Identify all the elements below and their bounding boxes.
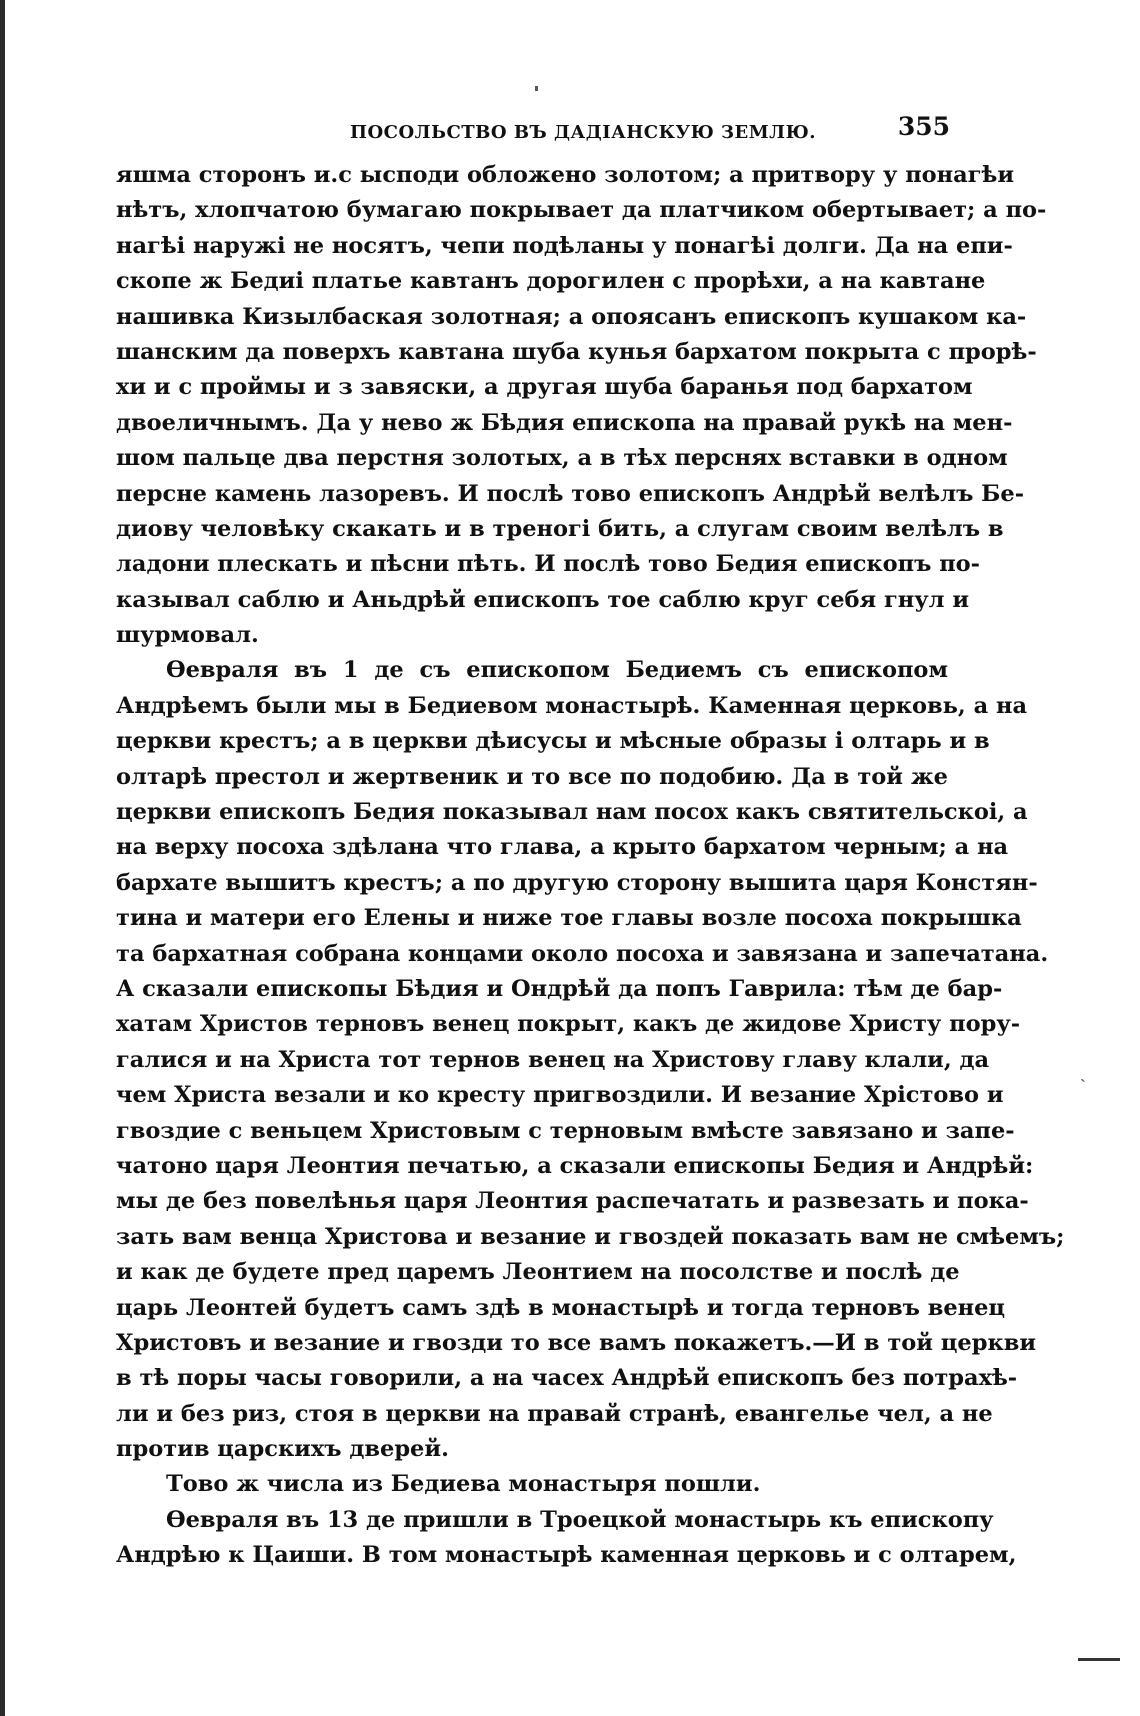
text-line: шом пальце два перстня золотых, а в тѣх перснях вставки в одном [116, 445, 1008, 472]
running-title: ПОСОЛЬСТВО ВЪ ДАДІАНСКУЮ ЗЕМЛЮ. [350, 122, 817, 143]
running-head [110, 112, 950, 148]
text-line: царь Леонтей будетъ самъ здѣ в монастырѣ и тогда терновъ венец [116, 1294, 1006, 1321]
text-line: зать вам венца Христова и везание и гвоздей показать вам не смѣемъ; [116, 1223, 1065, 1250]
paragraph-single-line: Тово ж числа из Бедиева монастыря пошли. [166, 1471, 761, 1498]
body-text [116, 158, 1065, 1574]
text-line: чатоно царя Леонтия печатью, а сказали епископы Бедия и Андрѣй: [116, 1152, 1034, 1179]
edge-mark [1078, 1658, 1120, 1661]
paragraph-end-line: шурмовал. [116, 622, 259, 649]
text-line: Андрѣемъ были мы в Бедиевом монастырѣ. Каменная церковь, а на [116, 692, 1028, 719]
print-dot [535, 86, 538, 91]
text-line: бархате вышитъ крестъ; а по другую сторону вышита царя Констян- [116, 869, 1038, 896]
text-line: диову человѣку скакать и в треногі бить, а слугам своим велѣлъ в [116, 515, 1004, 542]
margin-mark: ˏ [1080, 1062, 1086, 1083]
text-line: Андрѣю к Цаиши. В том монастырѣ каменная церковь и с олтарем, [116, 1542, 1017, 1569]
text-line: нашивка Кизылбаская золотная; а опоясанъ епископъ кушаком ка- [116, 303, 1027, 330]
paragraph-start-line: Ѳевраля въ 13 де пришли в Троецкой монастырь къ епископу [166, 1506, 994, 1533]
text-line: тина и матери его Елены и ниже тое главы возле посоха покрышка [116, 905, 1022, 932]
page-number: 355 [897, 112, 950, 141]
paragraph-start-line: Ѳевраля въ 1 де съ епископом Бедиемъ съ епископом [166, 657, 948, 684]
text-line: скопе ж Бедиі платье кавтанъ дорогилен с прорѣхи, а на кавтане [116, 268, 986, 295]
text-line: галися и на Христа тот тернов венец на Христову главу клали, да [116, 1046, 990, 1073]
text-line: ли и без риз, стоя в церкви на правай странѣ, евангелье чел, а не [116, 1400, 993, 1427]
text-line: нагѣі наружі не носятъ, чепи подѣланы у понагѣі долги. Да на епи- [116, 232, 1013, 259]
text-line: та бархатная собрана концами около посоха и завязана и запечатана. [116, 940, 1049, 967]
text-line: гвоздие с веньцем Христовым с терновым вмѣсте завязано и запе- [116, 1117, 1015, 1144]
text-line: церкви крестъ; а в церкви дѣисусы и мѣсные образы і олтарь и в [116, 728, 990, 755]
text-line: яшма сторонъ и.с ысподи обложено золотом; а притвору у понагѣи [116, 162, 1015, 188]
text-line: шанским да поверхъ кавтана шуба кунья бархатом покрыта с прорѣ- [116, 338, 1037, 365]
paragraph-end-line: против царскихъ дверей. [116, 1436, 449, 1463]
text-line: ладони плескать и пѣсни пѣть. И послѣ тово Бедия епископъ по- [116, 551, 981, 578]
text-line: хатам Христов терновъ венец покрыт, какъ де жидове Христу пору- [116, 1011, 1021, 1038]
text-line: нѣтъ, хлопчатою бумагаю покрывает да платчиком обертывает; а по- [116, 197, 1047, 224]
text-line: чем Христа везали и ко кресту пригвоздили. И везание Хрістово и [116, 1082, 1004, 1109]
text-line: хи и с проймы и з завяски, а другая шуба баранья под бархатом [116, 374, 973, 401]
text-line: двоеличнымъ. Да у нево ж Бѣдия епископа на правай рукѣ на мен- [116, 409, 1013, 436]
text-line: мы де без повелѣнья царя Леонтия распечатать и развезать и пока- [116, 1188, 1029, 1215]
text-line: А сказали епископы Бѣдия и Ондрѣй да попъ Гаврила: тѣм де бар- [116, 975, 1003, 1002]
text-line: казывал саблю и Аньдрѣй епископъ тое саблю круг себя гнул и [116, 586, 970, 613]
text-line: на верху посоха здѣлана что глава, а крыто бархатом черным; а на [116, 834, 1009, 861]
text-line: церкви епископъ Бедия показывал нам посох какъ святительскоі, а [116, 799, 1028, 826]
text-line: в тѣ поры часы говорили, а на часех Андрѣй епископъ без потрахѣ- [116, 1365, 1018, 1392]
text-line: Христовъ и везание и гвозди то все вамъ покажетъ.—И в той церкви [116, 1329, 1037, 1356]
text-line: персне камень лазоревъ. И послѣ тово епископъ Андрѣй велѣлъ Бе- [116, 480, 1025, 507]
page-edge [0, 0, 5, 1716]
text-line: олтарѣ престол и жертвеник и то все по подобию. Да в той же [116, 763, 948, 790]
text-line: и как де будете пред царемъ Леонтием на посолстве и послѣ де [116, 1259, 960, 1286]
